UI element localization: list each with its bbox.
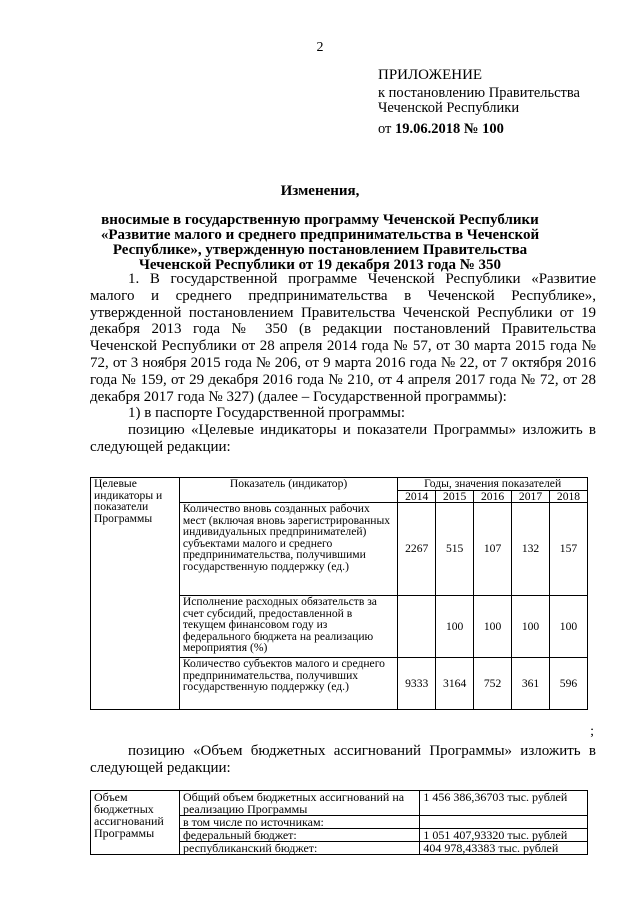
value-cell: 100 bbox=[512, 596, 550, 658]
heading-line4: Республике», утвержденную постановлением Правительства bbox=[112, 242, 528, 258]
budget-value: 1 051 407,93320 тыс. рублей bbox=[420, 829, 588, 842]
appendix-line1: к постановлению Правительства bbox=[378, 85, 580, 101]
paragraph-3: позицию «Целевые индикаторы и показатели Программы» изложить в следующей редакции: bbox=[90, 422, 596, 455]
budget-table bbox=[90, 790, 588, 855]
budget-col1: Объем бюджетных ассигнований Программы bbox=[91, 791, 180, 855]
value-cell: 157 bbox=[549, 503, 587, 596]
budget-label: в том числе по источникам: bbox=[179, 816, 419, 829]
value-cell: 361 bbox=[512, 658, 550, 710]
year-cell: 2016 bbox=[474, 490, 512, 503]
value-cell: 752 bbox=[474, 658, 512, 710]
appendix-line2: Чеченской Республики bbox=[378, 100, 520, 116]
heading-line1: Изменения, bbox=[280, 183, 360, 199]
appendix-title: ПРИЛОЖЕНИЕ bbox=[378, 67, 483, 83]
year-cell: 2015 bbox=[436, 490, 474, 503]
year-cell: 2017 bbox=[512, 490, 550, 503]
value-cell: 2267 bbox=[398, 503, 436, 596]
paragraph-4: позицию «Объем бюджетных ассигнований Программы» изложить в следующей редакции: bbox=[90, 743, 596, 776]
value-cell: 9333 bbox=[398, 658, 436, 710]
value-cell: 107 bbox=[474, 503, 512, 596]
heading-line5: Чеченской Республики от 19 декабря 2013 года № 350 bbox=[138, 257, 502, 273]
year-cell: 2018 bbox=[549, 490, 587, 503]
value-cell: 100 bbox=[474, 596, 512, 658]
budget-label: республиканский бюджет: bbox=[179, 842, 419, 855]
indicator-label: Количество субъектов малого и среднего предпринимательства, получивших государственную поддержку (ед.) bbox=[179, 658, 397, 710]
value-cell: 132 bbox=[512, 503, 550, 596]
budget-value: 404 978,43383 тыс. рублей bbox=[420, 842, 588, 855]
budget-label: Общий объем бюджетных ассигнований на реализацию Программы bbox=[179, 791, 419, 816]
year-cell: 2014 bbox=[398, 490, 436, 503]
paragraph-1: 1. В государственной программе Чеченской Республики «Развитие малого и среднего предпринимательства в Чеченской Республике», утвержденной постановлением Правительства Чеченской Республики от 19 декабря 2013 года № 350 (в редакции постановлений Правительства Чеченской Республики от 28 апреля 2014 года № 57, от 30 марта 2015 года № 72, от 3 ноября 2015 года № 206, от 9 марта 2016 года № 22, от 7 октября 2016 года № 159, от 29 декабря 2016 года № 210, от 4 апреля 2017 года № 72, от 28 декабря 2017 года № 327) (далее – Государственной программы): bbox=[90, 271, 596, 405]
indicators-col1-header: Целевые индикаторы и показатели Программы bbox=[91, 478, 180, 710]
value-cell: 515 bbox=[436, 503, 474, 596]
indicator-header: Показатель (индикатор) bbox=[179, 478, 397, 503]
appendix-date bbox=[378, 122, 580, 137]
heading-line3: «Развитие малого и среднего предпринимательства в Чеченской bbox=[100, 227, 540, 243]
page-number: 2 bbox=[316, 40, 324, 55]
appendix-date-value: 19.06.2018 № 100 bbox=[395, 121, 504, 137]
table-semicolon: ; bbox=[590, 724, 594, 739]
value-cell bbox=[398, 596, 436, 658]
value-cell: 100 bbox=[549, 596, 587, 658]
indicator-label: Количество вновь созданных рабочих мест (включая вновь зарегистрированных индивидуальных предпринимателей) субъектами малого и среднего предпринимательства, получившими государственную поддержку (ед.) bbox=[179, 503, 397, 596]
budget-value: 1 456 386,36703 тыс. рублей bbox=[420, 791, 588, 816]
heading-line2: вносимые в государственную программу Чеченской Республики bbox=[101, 212, 539, 228]
indicators-table bbox=[90, 477, 588, 710]
document-heading bbox=[95, 184, 545, 273]
budget-value bbox=[420, 816, 588, 829]
paragraph-2: 1) в паспорте Государственной программы: bbox=[128, 405, 406, 422]
value-cell: 3164 bbox=[436, 658, 474, 710]
years-header: Годы, значения показателей bbox=[398, 478, 588, 491]
budget-label: федеральный бюджет: bbox=[179, 829, 419, 842]
body-text bbox=[90, 271, 596, 456]
value-cell: 596 bbox=[549, 658, 587, 710]
value-cell: 100 bbox=[436, 596, 474, 658]
appendix-date-prefix: от bbox=[378, 121, 392, 137]
indicator-label: Исполнение расходных обязательств за счет субсидий, предоставленной в текущем финансовом году из федерального бюджета на реализацию мероприятия (%) bbox=[179, 596, 397, 658]
appendix-block bbox=[378, 68, 580, 137]
